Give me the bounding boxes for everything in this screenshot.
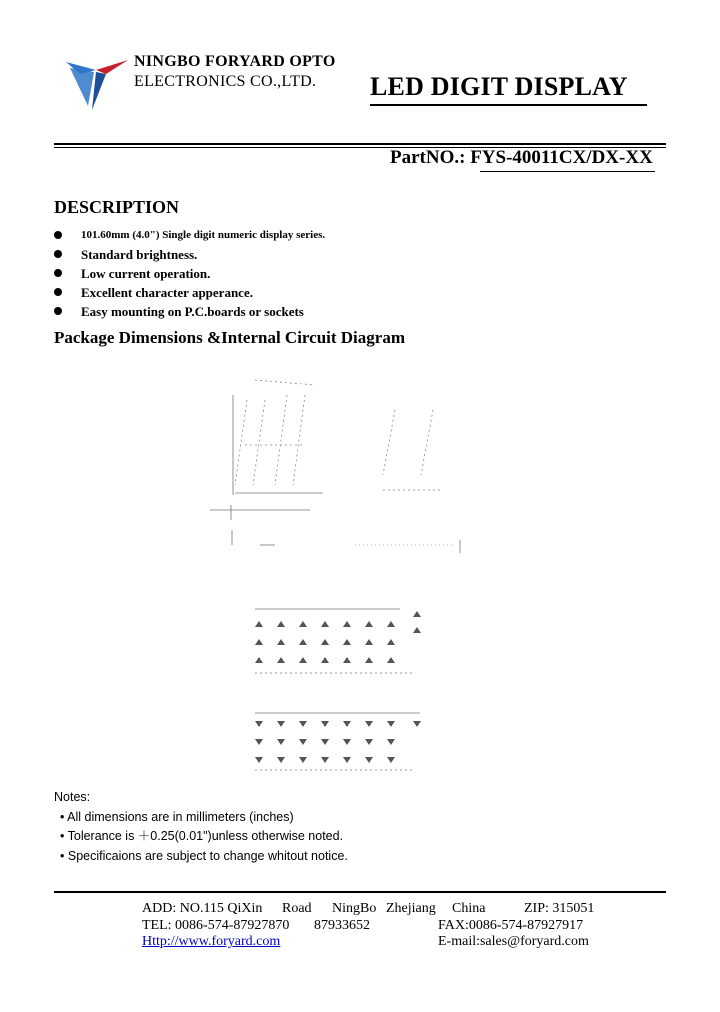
part-number-underline — [480, 171, 655, 172]
feature-item: Excellent character apperance. — [54, 283, 325, 302]
address-country: China — [452, 901, 486, 916]
bullet-icon — [54, 288, 62, 296]
title-underline — [370, 104, 647, 106]
email: E-mail:sales@foryard.com — [438, 934, 589, 949]
bullet-icon — [54, 231, 62, 239]
address-row — [142, 901, 602, 918]
feature-item: Low current operation. — [54, 264, 325, 283]
front-view-drawing — [235, 380, 315, 485]
bullet-icon — [54, 307, 62, 315]
company-name-line2: ELECTRONICS CO.,LTD. — [134, 73, 317, 90]
address: ADD: NO.115 QiXin — [142, 901, 263, 916]
address-province: Zhejiang — [386, 901, 436, 916]
address-city: NingBo — [332, 901, 377, 916]
feature-item: Easy mounting on P.C.boards or sockets — [54, 302, 325, 321]
company-name — [134, 52, 336, 92]
notes-heading: Notes: — [54, 790, 91, 804]
telephone: TEL: 0086-574-87927870 — [142, 917, 290, 933]
description-heading: DESCRIPTION — [54, 197, 180, 217]
fax: FAX:0086-574-87927917 — [438, 917, 584, 933]
company-name-line1: NINGBO FORYARD OPTO — [134, 53, 336, 70]
telephone-2: 87933652 — [314, 917, 370, 933]
contact-footer — [142, 901, 602, 951]
package-diagram-image — [205, 355, 475, 795]
circuit-cx — [255, 611, 421, 663]
zip-code: ZIP: 315051 — [524, 901, 595, 916]
footer-divider — [54, 891, 666, 893]
note-item: • All dimensions are in millimeters (inches) — [60, 809, 294, 824]
bullet-icon — [54, 250, 62, 258]
notes-section — [54, 788, 348, 866]
side-view-drawing — [383, 410, 441, 490]
note-item: • Tolerance is ＋0.25(0.01")unless otherwise noted. — [60, 829, 344, 843]
header-divider — [54, 143, 666, 145]
package-heading: Package Dimensions &Internal Circuit Diagram — [54, 328, 405, 347]
web-row — [142, 934, 602, 951]
part-number: PartNO.: FYS-40011CX/DX-XX — [390, 147, 653, 168]
address-road: Road — [282, 901, 312, 916]
website-link[interactable]: Http://www.foryard.com — [142, 934, 281, 949]
circuit-dx — [255, 721, 421, 763]
feature-list — [54, 226, 325, 321]
note-item: • Specificaions are subject to change whitout notice. — [60, 848, 348, 863]
feature-item: Standard brightness. — [54, 245, 325, 264]
foryard-logo — [66, 56, 128, 112]
feature-item: 101.60mm (4.0") Single digit numeric display series. — [54, 226, 325, 245]
document-title: LED DIGIT DISPLAY — [370, 72, 628, 101]
phone-row — [142, 918, 602, 935]
bullet-icon — [54, 269, 62, 277]
